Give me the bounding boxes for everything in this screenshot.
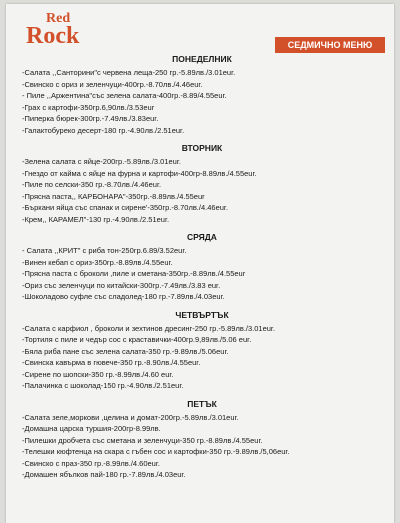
menu-item: -Бъркани яйца със спанак и сирене'-350гр.-8.70лв./4.46eur. xyxy=(22,203,229,212)
day-heading: ВТОРНИК xyxy=(181,143,223,153)
menu-item: -Домашна царска туршия-200гр-8.99лв. xyxy=(22,424,161,433)
day-heading: СРЯДА xyxy=(187,232,217,242)
menu-item: -Крем,, КАРАМЕЛ"-130 гр.-4.90лв./2.51eur. xyxy=(22,214,170,224)
menu-list xyxy=(22,47,382,481)
menu-item: -Галактобуреко десерт-180 гр.-4.90лв./2.51eur. xyxy=(22,125,185,135)
menu-item: -Грах с картофи-350гр.6,90лв./3.53eur xyxy=(22,102,155,112)
weekly-menu-banner: СЕДМИЧНО МЕНЮ xyxy=(275,37,385,53)
menu-item: -Прясна паста с броколи ,пиле и сметана-350гр.-8.89лв./4.55eur xyxy=(22,269,246,278)
menu-item: -Бяла риба пане със зелена салата-350 гр.-9.89лв./5.06eur. xyxy=(22,346,229,356)
menu-item: -Пилешки дробчета със сметана и зеленчуци-350 гр.-8.89лв./4.55eur. xyxy=(22,435,263,445)
menu-item: -Салата зеле,моркови ,целина и домат-200гр.-5.89лв./3.01eur. xyxy=(22,412,239,422)
menu-item: -Гнездо от кайма с яйце на фурна и картофи-400гр-8.89лв./4.55eur. xyxy=(22,168,257,178)
menu-item: -Свинско с праз-350 гр.-8.99лв./4.60eur. xyxy=(22,458,161,468)
logo-text-top: Red xyxy=(46,11,71,26)
menu-item: -Зелена салата с яйце-200гр.-5.89лв./3.01eur. xyxy=(22,157,182,166)
menu-item: -Пиле по селски-350 гр.-8.70лв./4.46eur. xyxy=(22,180,162,189)
menu-item: -Телешки кюфтенца на скара с гъбен сос и картофки-350 гр.-9.89лв./5,06eur. xyxy=(22,447,290,456)
menu-item: -Пиперка бюрек-300гр.-7.49лв./3.83eur. xyxy=(22,114,159,123)
menu-item: -Свинско с ориз и зеленчуци-400гр.-8.70лв./4.46eur. xyxy=(22,79,203,89)
menu-item: -Винен кебап с ориз-350гр.-8.89лв./4.55eur. xyxy=(22,257,173,267)
day-heading: ПОНЕДЕЛНИК xyxy=(172,54,232,64)
menu-item: -Шоколадово суфле със сладолед-180 гр.-7.89лв./4.03eur. xyxy=(22,292,225,301)
menu-item: -Сирене по шопски-350 гр.-8.99лв./4.60 eur. xyxy=(22,369,174,379)
menu-item: -Свинска кавърма в гювече-350 гр.-8.90лв./4.55eur. xyxy=(22,358,201,367)
menu-item: -Домашен ябълков пай-180 гр.-7.89лв./4.03eur. xyxy=(22,470,186,479)
menu-item: -Салата с карфиол , броколи и зехтинов дресинг-250 гр.-5.89лв./3.01eur. xyxy=(22,323,276,333)
menu-item: -Тортиля с пиле и чедър сос с краставички-400гр.9,89лв./5.06 eur. xyxy=(22,335,252,344)
logo-text-bottom: Rock xyxy=(26,23,80,49)
restaurant-logo xyxy=(22,12,112,52)
menu-item: - Пиле ,,Аржентина"със зелена салата-400гр.-8.89/4.55eur. xyxy=(22,91,227,100)
day-heading: ЧЕТВЪРТЪК xyxy=(175,309,229,320)
menu-item: -Ориз със зеленчуци по китайски-300гр.-7.49лв./3.83 eur. xyxy=(22,280,221,290)
day-heading: ПЕТЪК xyxy=(187,398,217,409)
menu-item: - Салата ,,КРИТ" с риба тон-250гр.6.89/3.52eur. xyxy=(22,246,187,255)
menu-item: -Палачинка с шоколад-150 гр.-4.90лв./2.51eur. xyxy=(22,381,184,390)
menu-item: -Прясна паста,, КАРБОНАРА"-350гр.-8.89лв./4.55eur xyxy=(22,191,205,201)
menu-item: -Салата ,,Санторини"с червена леща-250 гр.-5.89лв./3.01eur. xyxy=(22,68,236,77)
